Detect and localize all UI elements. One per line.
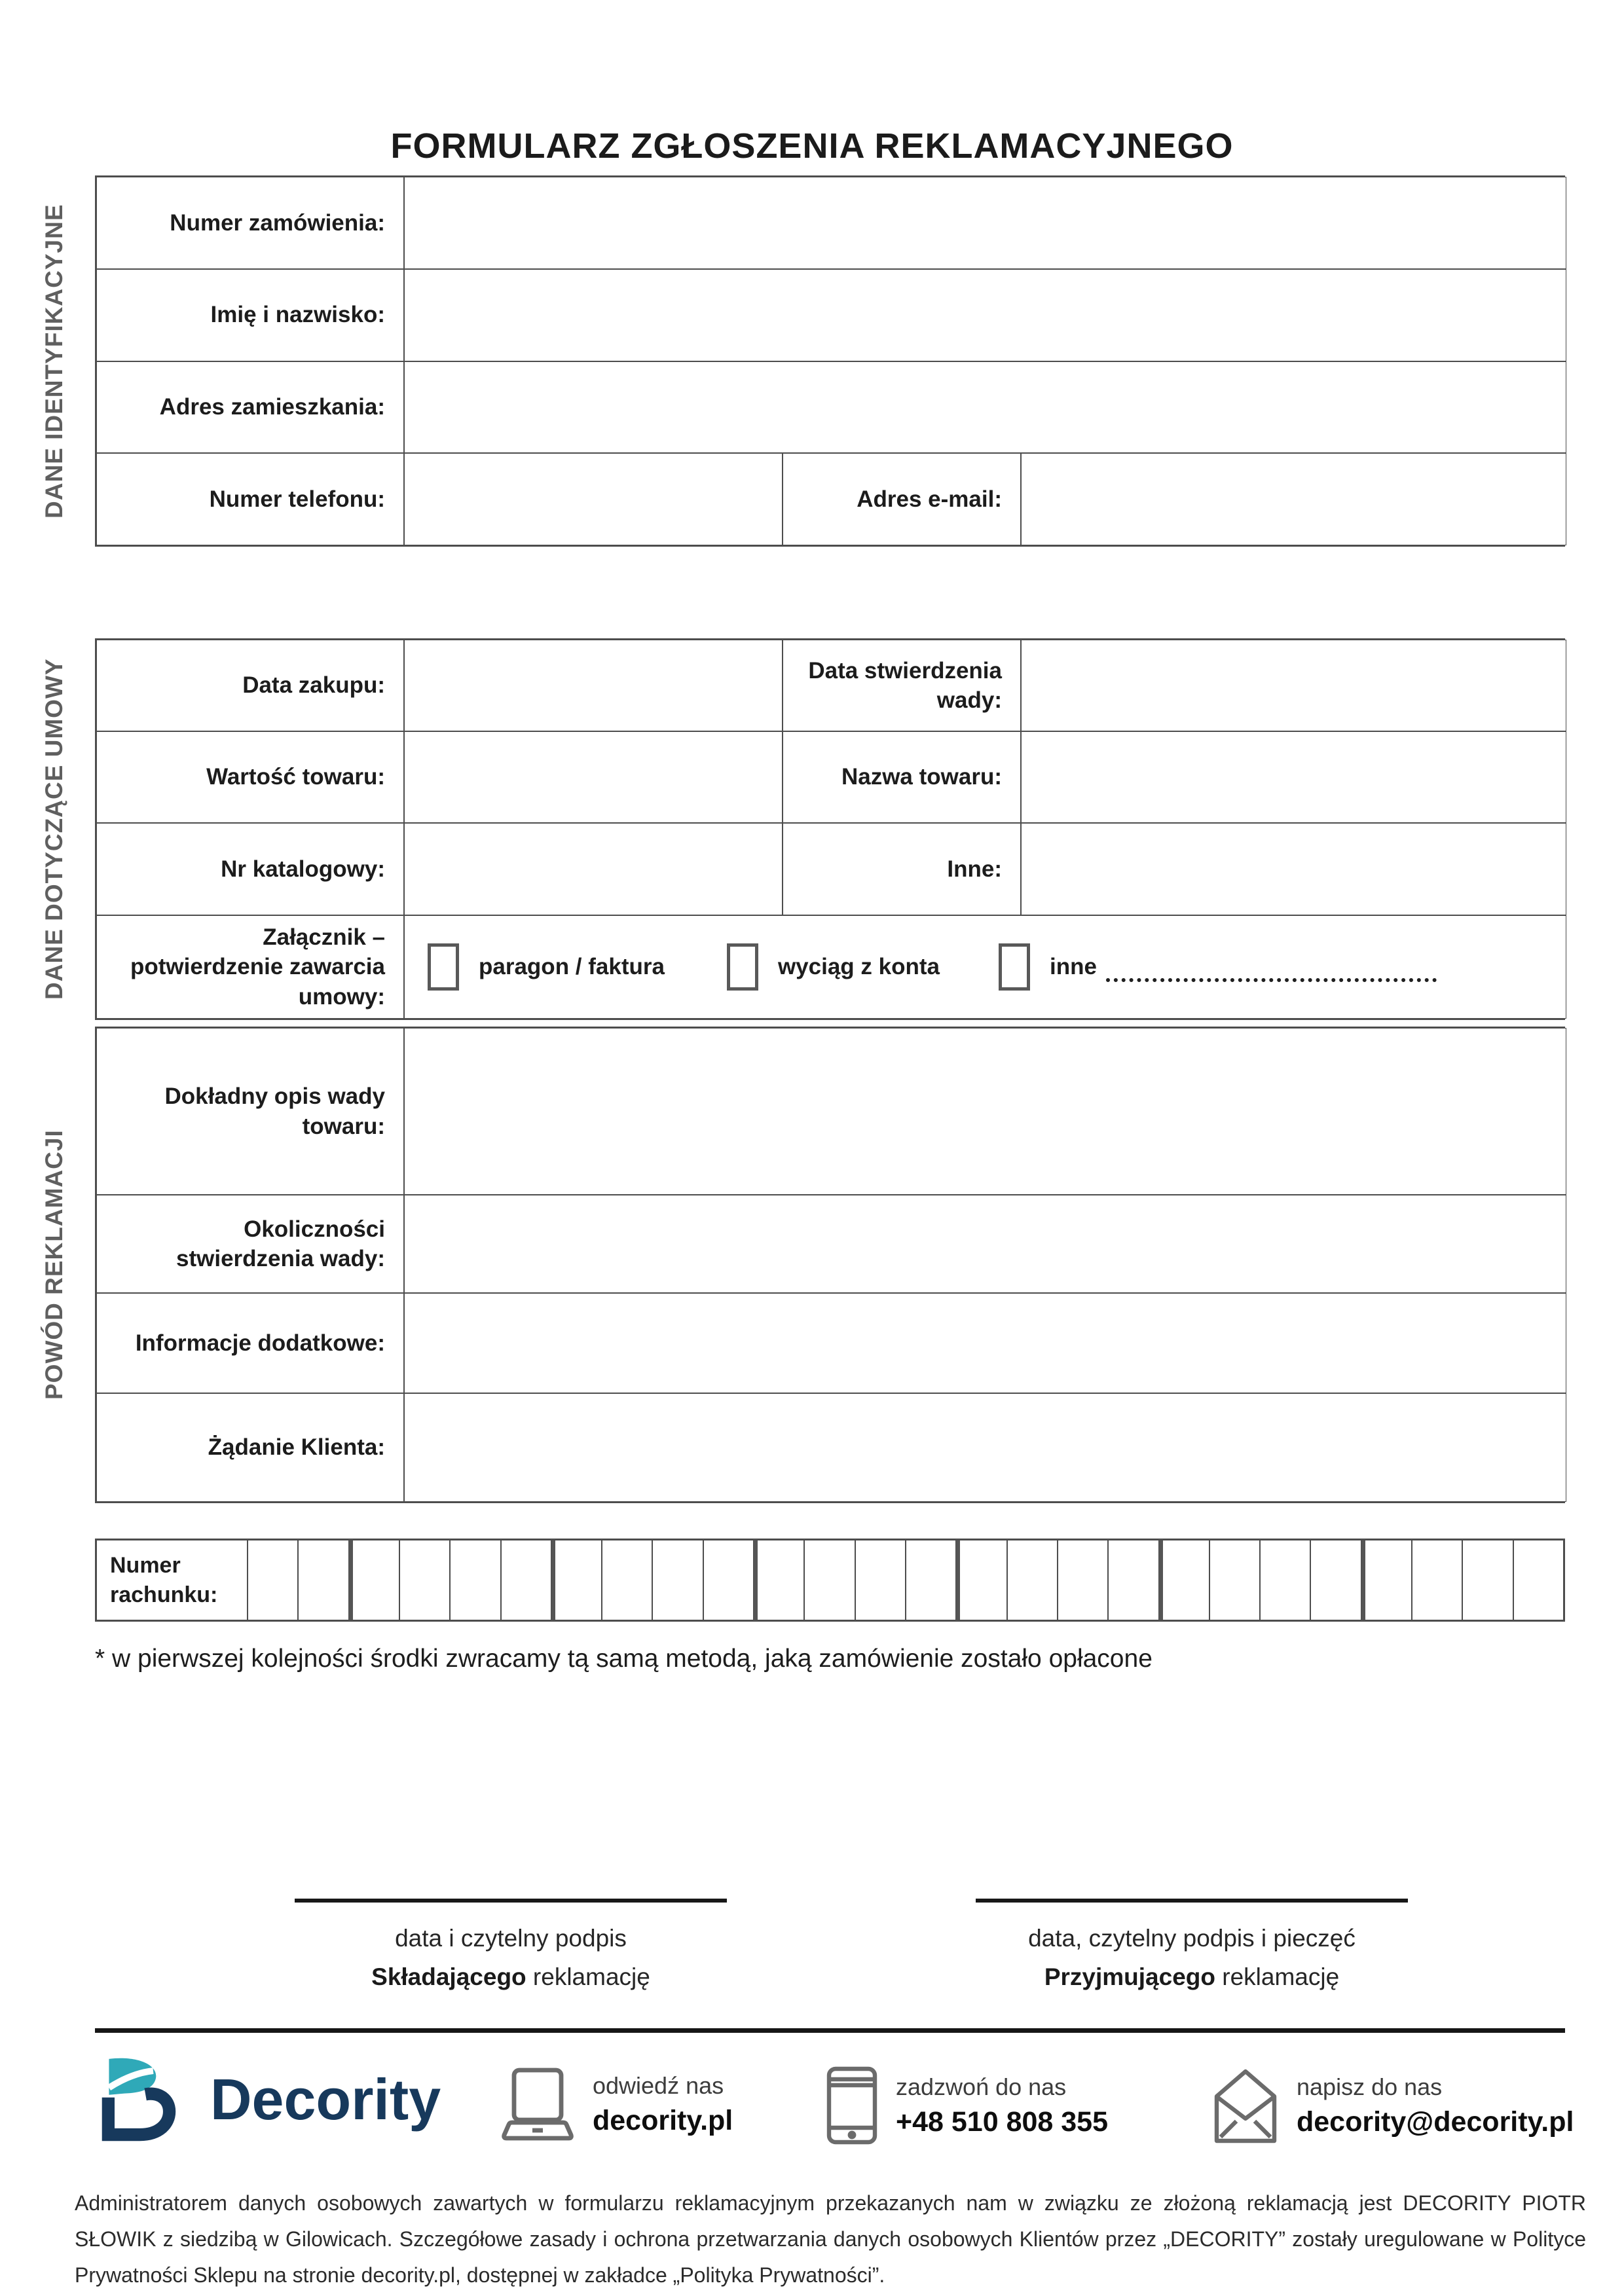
other-attachment-fill-line[interactable] — [1106, 952, 1437, 982]
field-input-order-number[interactable] — [404, 177, 1566, 269]
field-label-phone: Numer telefonu: — [96, 453, 404, 545]
decority-logo-mark-icon — [95, 2053, 193, 2146]
field-label-order-number: Numer zamówienia: — [96, 177, 404, 269]
option-bank-statement — [727, 943, 940, 991]
account-digit-cell[interactable] — [1058, 1540, 1108, 1620]
signature-caption-submitter-line1: data i czytelny podpis — [395, 1925, 627, 1952]
field-input-additional-info[interactable] — [404, 1293, 1566, 1393]
field-label-full-name: Imię i nazwisko: — [96, 269, 404, 361]
footer — [0, 2048, 1624, 2179]
field-input-address[interactable] — [404, 361, 1566, 454]
section-identity — [41, 175, 1565, 547]
field-label-address: Adres zamieszkania: — [96, 361, 404, 454]
signature-block-submitter — [295, 1899, 727, 1989]
field-input-defect-circumstances[interactable] — [404, 1195, 1566, 1293]
field-label-defect-date: Data stwierdzenia wady: — [783, 640, 1021, 731]
account-digit-cell[interactable] — [754, 1540, 804, 1620]
laptop-icon — [501, 2066, 574, 2142]
field-label-catalog-number: Nr katalogowy: — [96, 823, 404, 915]
field-input-defect-date[interactable] — [1021, 640, 1566, 731]
signature-line-receiver[interactable] — [976, 1899, 1408, 1903]
signature-block-receiver — [976, 1899, 1408, 1989]
contact-phone-value[interactable]: +48 510 808 355 — [896, 2106, 1109, 2138]
field-label-defect-circumstances: Okoliczności stwierdzenia wady: — [96, 1195, 404, 1293]
account-digit-cell[interactable] — [551, 1540, 602, 1620]
field-label-defect-description: Dokładny opis wady towaru: — [96, 1028, 404, 1195]
contact-email-value[interactable]: decority@decority.pl — [1297, 2106, 1574, 2138]
account-digit-cell[interactable] — [1209, 1540, 1260, 1620]
section-reason — [41, 1027, 1565, 1503]
field-input-goods-value[interactable] — [404, 731, 783, 823]
privacy-legal-text: Administratorem danych osobowych zawartych w formularzu reklamacyjnym przekazanych nam w związku ze złożoną reklamacją jest DECORITY PIOTR SŁOWIK z siedzibą w Gilowicach. Szczegółowe zasady i ochrona przetwarzania danych osobowych Klientów przez „DECORITY” zostały uregulowane w Polityce Prywatności Sklepu na stronie decority.pl, dostępnej w zakładce „Polityka Prywatności”. — [75, 2191, 1586, 2287]
field-label-attachment: Załącznik – potwierdzenie zawarcia umowy: — [96, 915, 404, 1019]
field-label-additional-info: Informacje dodatkowe: — [96, 1293, 404, 1393]
field-label-goods-name: Nazwa towaru: — [783, 731, 1021, 823]
account-digit-cell[interactable] — [450, 1540, 500, 1620]
page-title: FORMULARZ ZGŁOSZENIA REKLAMACYJNEGO — [390, 126, 1234, 166]
section-reason-side-label: POWÓD REKLAMACJI — [41, 1129, 67, 1400]
field-label-goods-value: Wartość towaru: — [96, 731, 404, 823]
field-input-goods-name[interactable] — [1021, 731, 1566, 823]
section-identity-side-label: DANE IDENTYFIKACYJNE — [41, 204, 67, 519]
signature-line-submitter[interactable] — [295, 1899, 727, 1903]
field-label-purchase-date: Data zakupu: — [96, 640, 404, 731]
field-label-email: Adres e-mail: — [783, 453, 1021, 545]
account-digit-cell[interactable] — [1513, 1540, 1564, 1620]
account-number-row — [95, 1539, 1565, 1622]
account-digit-cell[interactable] — [1412, 1540, 1462, 1620]
option-other-attachment — [999, 943, 1437, 991]
checkbox-other-attachment[interactable] — [999, 943, 1030, 991]
contact-website-caption: odwiedź nas — [593, 2071, 724, 2099]
field-label-other: Inne: — [783, 823, 1021, 915]
account-digit-cell[interactable] — [1260, 1540, 1310, 1620]
attachment-options-row — [404, 915, 1566, 1019]
account-digit-cell[interactable] — [1007, 1540, 1058, 1620]
field-input-email[interactable] — [1021, 453, 1566, 545]
contact-website — [501, 2066, 733, 2142]
footer-divider — [95, 2028, 1565, 2033]
account-digit-cell[interactable] — [652, 1540, 703, 1620]
section-contract — [41, 638, 1565, 1020]
contact-phone — [826, 2066, 1108, 2145]
field-input-defect-description[interactable] — [404, 1028, 1566, 1195]
account-digit-cell[interactable] — [501, 1540, 551, 1620]
field-input-full-name[interactable] — [404, 269, 1566, 361]
option-receipt-invoice — [428, 943, 665, 991]
account-digit-cell[interactable] — [349, 1540, 399, 1620]
checkbox-receipt-invoice[interactable] — [428, 943, 459, 991]
field-input-purchase-date[interactable] — [404, 640, 783, 731]
contact-phone-caption: zadzwoń do nas — [896, 2073, 1067, 2100]
account-digit-cell[interactable] — [399, 1540, 450, 1620]
account-digit-cell[interactable] — [248, 1540, 298, 1620]
checkbox-label-bank-statement: wyciąg z konta — [777, 953, 940, 979]
account-digit-cell[interactable] — [1159, 1540, 1209, 1620]
contact-email — [1213, 2066, 1574, 2145]
checkbox-label-receipt-invoice: paragon / faktura — [479, 953, 665, 979]
refund-footnote: * w pierwszej kolejności środki zwracamy tą samą metodą, jaką zamówienie zostało opłacone — [95, 1645, 1153, 1673]
contact-website-value[interactable]: decority.pl — [593, 2105, 733, 2137]
decority-logo — [95, 2053, 441, 2146]
checkbox-bank-statement[interactable] — [727, 943, 758, 991]
account-digit-cell[interactable] — [703, 1540, 754, 1620]
decority-wordmark: Decority — [210, 2067, 441, 2132]
account-digit-cell[interactable] — [1462, 1540, 1513, 1620]
field-input-catalog-number[interactable] — [404, 823, 783, 915]
account-digit-cell[interactable] — [602, 1540, 652, 1620]
phone-icon — [826, 2066, 877, 2145]
account-digit-cell[interactable] — [1310, 1540, 1361, 1620]
account-digit-cell[interactable] — [1361, 1540, 1412, 1620]
field-input-phone[interactable] — [404, 453, 783, 545]
account-digit-cell[interactable] — [906, 1540, 956, 1620]
account-digit-cell[interactable] — [804, 1540, 855, 1620]
account-digit-cell[interactable] — [956, 1540, 1006, 1620]
signature-caption-receiver-line1: data, czytelny podpis i pieczęć — [1028, 1925, 1356, 1952]
account-digit-cell[interactable] — [1108, 1540, 1158, 1620]
field-label-client-demand: Żądanie Klienta: — [96, 1393, 404, 1502]
envelope-icon — [1213, 2066, 1278, 2145]
field-input-other[interactable] — [1021, 823, 1566, 915]
field-input-client-demand[interactable] — [404, 1393, 1566, 1502]
checkbox-label-other-attachment: inne — [1049, 953, 1097, 979]
signature-caption-submitter-line2: Składającego reklamację — [371, 1963, 650, 1990]
contact-email-caption: napisz do nas — [1297, 2073, 1443, 2100]
section-contract-side-label: DANE DOTYCZĄCE UMOWY — [41, 658, 67, 1000]
account-number-label: Numer rachunku: — [96, 1540, 248, 1620]
signature-caption-receiver-line2: Przyjmującego reklamację — [1044, 1963, 1340, 1990]
account-digit-cell[interactable] — [855, 1540, 906, 1620]
account-digit-cell[interactable] — [298, 1540, 348, 1620]
